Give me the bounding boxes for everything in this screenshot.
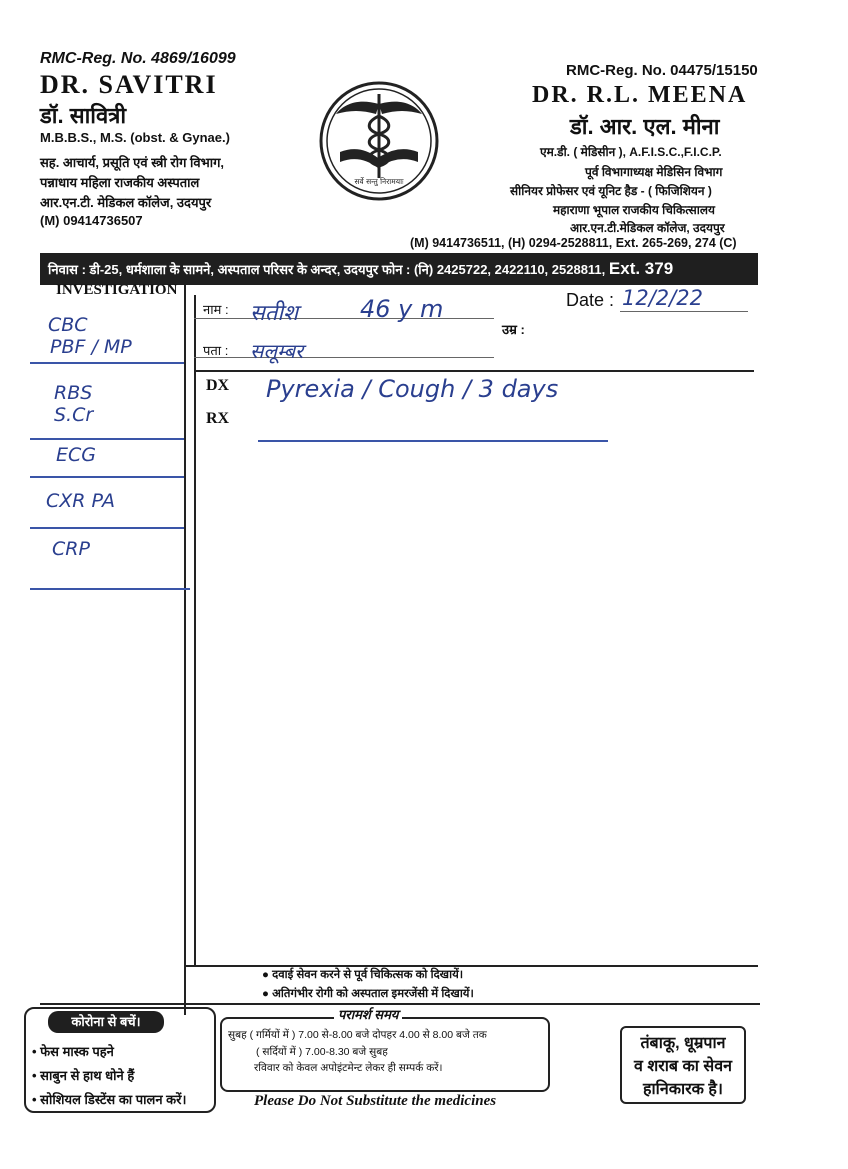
tobacco-warning-line: व शराब का सेवन [634, 1058, 732, 1075]
corona-advisory-item: • साबुन से हाथ धोने हैं [32, 1068, 135, 1083]
corona-advisory-item: • फेस मास्क पहने [32, 1044, 114, 1059]
investigation-divider [30, 527, 184, 529]
handwritten-diagnosis: Pyrexia / Cough / 3 days [266, 375, 559, 403]
investigation-item: ECG [56, 444, 96, 466]
doctor-college-left: आर.एन.टी. मेडिकल कॉलेज, उदयपुर [40, 195, 212, 210]
investigation-item: S.Cr [54, 404, 94, 426]
left-column-divider [184, 285, 186, 1015]
tobacco-warning-box [620, 1026, 746, 1104]
residence-address: निवास : डी-25, धर्मशाला के सामने, अस्पताल परिसर के अन्दर, उदयपुर फोन : (नि) 2425722, 2422110, 2528811, [48, 262, 606, 277]
investigation-item: RBS [54, 382, 93, 404]
doctor-hospital-left: पन्नाधाय महिला राजकीय अस्पताल [40, 175, 200, 190]
doctor-position-right: सीनियर प्रोफेसर एवं यूनिट हैड - ( फिजिशियन ) [510, 184, 712, 198]
handwritten-patient-age: 46 y m [360, 295, 444, 323]
handwritten-patient-address: सलूम्बर [250, 339, 304, 363]
timing-line: सुबह ( गर्मियों में ) 7.00 से-8.00 बजे दोपहर 4.00 से 8.00 बजे तक [228, 1029, 487, 1041]
caduceus-book-emblem-icon [318, 80, 440, 202]
footer-note-emergency: ● अतिगंभीर रोगी को अस्पताल इमरजेंसी में दिखायें। [262, 988, 474, 1000]
investigation-divider [30, 438, 184, 440]
doctor-name-right-english: DR. R.L. MEENA [532, 82, 748, 108]
doctor-qualification-right: एम.डी. ( मेडिसीन ), A.F.I.S.C.,F.I.C.P. [540, 145, 722, 159]
doctor-designation-right: पूर्व विभागाध्यक्ष मेडिसिन विभाग [585, 165, 723, 179]
corona-advisory-title: कोरोना से बचें। [48, 1011, 164, 1033]
consultation-timing-title: परामर्श समय [334, 1005, 402, 1023]
handwritten-patient-name: सतीश [250, 301, 299, 326]
rmc-registration-right: RMC-Reg. No. 04475/15150 [566, 62, 758, 79]
investigation-item: PBF / MP [50, 336, 132, 358]
address-underline [194, 357, 494, 358]
patient-name-label: नाम : [203, 302, 229, 317]
doctor-contact-right: (M) 9414736511, (H) 0294-2528811, Ext. 265-269, 274 (C) [410, 236, 737, 250]
timing-line: ( सर्दियों में ) 7.00-8.30 बजे सुबह [256, 1046, 388, 1058]
extension-number: Ext. 379 [608, 259, 674, 278]
doctor-designation-left: सह. आचार्य, प्रसूति एवं स्त्री रोग विभाग, [40, 155, 225, 170]
corona-advisory-item: • सोशियल डिस्टेंस का पालन करें। [32, 1092, 187, 1107]
doctor-hospital-right: महाराणा भूपाल राजकीय चिकित्सालय [553, 203, 715, 217]
tobacco-warning-line: हानिकारक है। [643, 1081, 723, 1098]
residence-address-band [40, 253, 758, 285]
date-label: Date : [566, 290, 615, 310]
timing-line: रविवार को केवल अपोइंटमेन्ट लेकर ही सम्पर्क करें। [254, 1062, 443, 1074]
investigation-divider [30, 588, 190, 590]
investigation-divider [30, 362, 184, 364]
logo-motto: सर्वे सन्तु निरामयाः [354, 177, 404, 186]
patient-info-divider [194, 370, 754, 372]
date-underline [620, 311, 748, 312]
investigation-heading: INVESTIGATION [56, 282, 178, 298]
handwritten-date: 12/2/22 [622, 286, 703, 310]
doctor-name-left-hindi: डॉ. सावित्री [40, 103, 127, 128]
name-underline [194, 318, 494, 319]
rmc-registration-left: RMC-Reg. No. 4869/16099 [40, 50, 236, 67]
patient-address-label: पता : [203, 343, 229, 358]
investigation-item: CRP [52, 538, 90, 560]
prescription-label: RX [206, 410, 230, 427]
investigation-divider [30, 476, 184, 478]
investigation-item: CBC [48, 314, 88, 336]
doctor-name-left-english: DR. SAVITRI [40, 70, 218, 99]
footer-note-consult: ● दवाई सेवन करने से पूर्व चिकित्सक को दिखायें। [262, 969, 464, 981]
diagnosis-label: DX [206, 377, 230, 394]
investigation-item: CXR PA [46, 490, 116, 512]
doctor-name-right-hindi: डॉ. आर. एल. मीना [570, 114, 720, 139]
tobacco-warning-line: तंबाकू, धूम्रपान [640, 1035, 726, 1052]
no-substitute-notice: Please Do Not Substitute the medicines [254, 1093, 497, 1109]
patient-age-label: उम्र : [502, 322, 525, 337]
doctor-qualification-left: M.B.B.S., M.S. (obst. & Gynae.) [40, 130, 230, 145]
doctor-mobile-left: (M) 09414736507 [40, 213, 143, 228]
diagnosis-underline [258, 440, 608, 442]
doctor-college-right: आर.एन.टी.मेडिकल कॉलेज, उदयपुर [570, 221, 725, 235]
inner-column-divider [194, 295, 196, 965]
